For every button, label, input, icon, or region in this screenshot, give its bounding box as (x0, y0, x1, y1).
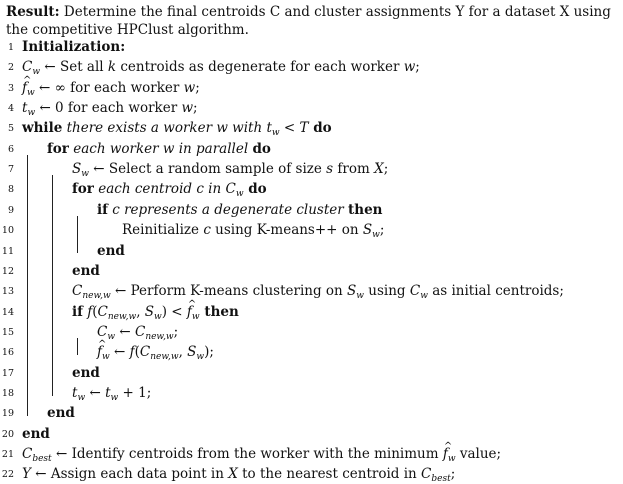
algorithm-result (6, 3, 618, 39)
code-token: w (420, 291, 428, 302)
line-number: 12 (1, 265, 14, 277)
line-code (22, 445, 501, 463)
code-token: f (82, 303, 93, 320)
code-token: C (139, 344, 151, 361)
line-number: 2 (7, 62, 14, 74)
code-token: t (105, 384, 111, 401)
code-token: ← 0 for each worker (35, 100, 182, 117)
line-number: 22 (1, 469, 14, 481)
code-token: best (32, 454, 52, 464)
code-token: each worker w in parallel (68, 140, 253, 157)
code-token: new,w (150, 352, 179, 363)
code-token: S (187, 344, 197, 361)
code-token: from (333, 161, 375, 178)
line-code (22, 119, 332, 137)
result-text: Determine the final centroids C and cluster assignments Y for a dataset X using the competitive HPClust algorithm. (6, 4, 611, 38)
code-token: ← Select a random sample of size (88, 161, 327, 178)
block-bar (77, 216, 78, 254)
line-code (72, 282, 564, 300)
code-token: then (348, 201, 383, 218)
code-token: S (362, 222, 373, 239)
code-token: C (421, 466, 432, 483)
block-bar (77, 338, 78, 355)
code-token: ; (415, 59, 420, 76)
code-token: end (97, 242, 125, 259)
code-token: ; (173, 323, 179, 340)
code-token: ← Identify centroids from the worker with the minimum (51, 446, 443, 462)
code-token: ; (193, 100, 198, 117)
code-token: ^ f (443, 445, 448, 463)
code-token: as initial centroids; (427, 283, 564, 300)
code-token: w (32, 67, 41, 78)
code-token: ← (109, 344, 130, 361)
code-token: w (77, 392, 86, 403)
code-token: do (252, 140, 271, 157)
block-bar (52, 175, 53, 396)
line-number: 20 (1, 428, 14, 440)
code-token: Y (22, 466, 31, 483)
code-token: , (136, 303, 145, 320)
line-number: 9 (7, 204, 14, 216)
line-number: 3 (7, 82, 14, 94)
code-token: best (431, 474, 451, 484)
code-token: k (107, 59, 117, 76)
code-token: ; (450, 466, 456, 483)
code-token: ← (115, 323, 135, 340)
line-code (22, 38, 125, 56)
line-code (22, 58, 420, 76)
code-token: value; (455, 446, 502, 462)
line-code (72, 262, 100, 280)
code-token: ← Assign each data point in (30, 466, 229, 483)
line-code (22, 465, 455, 483)
code-token: X (228, 466, 238, 483)
code-token: ← Set all (40, 59, 108, 76)
line-code (97, 343, 214, 361)
algorithm-line (0, 364, 623, 382)
algorithm-line (0, 303, 623, 321)
code-token: ^ f (187, 303, 192, 321)
code-token: end (72, 262, 100, 279)
line-code (97, 242, 125, 260)
line-number: 1 (7, 42, 14, 53)
code-token: ; (195, 79, 200, 96)
code-token: C (72, 283, 83, 300)
line-number: 16 (1, 347, 14, 359)
code-token: ^ f (97, 343, 102, 361)
algorithm-line (0, 221, 623, 239)
code-token: C (22, 59, 33, 76)
code-token: there exists a worker w with (62, 120, 267, 137)
line-code (97, 201, 383, 219)
code-token: t (266, 120, 272, 137)
code-token: each centroid c in C (93, 181, 236, 198)
line-number: 14 (1, 306, 14, 318)
code-token: w (102, 352, 110, 363)
line-number: 15 (1, 326, 14, 338)
code-token: t (72, 384, 78, 401)
algorithm-line (0, 262, 623, 280)
code-token: then (199, 303, 239, 320)
code-token: S (72, 161, 82, 178)
code-token: T (299, 120, 309, 137)
algorithm-line (0, 140, 623, 158)
code-token: while (22, 120, 63, 137)
code-token: c represents a degenerate cluster (107, 201, 349, 218)
line-code (122, 221, 384, 239)
line-code (72, 364, 100, 382)
line-code (72, 384, 151, 402)
line-code (22, 425, 50, 443)
code-token: < (279, 120, 300, 137)
code-token: if (72, 303, 83, 320)
code-token: to the nearest centroid in (237, 466, 422, 483)
line-code (47, 140, 271, 158)
algorithm-line (0, 384, 623, 402)
code-token: C (409, 283, 421, 300)
algorithm-line (0, 99, 623, 117)
line-number: 5 (7, 123, 14, 135)
code-token: Initialization: (22, 39, 126, 55)
code-token: ^ f (22, 79, 27, 97)
algorithm-line (0, 79, 623, 97)
code-token: w (110, 392, 119, 403)
code-token: do (243, 181, 267, 198)
algorithm-line (0, 160, 623, 178)
code-token: S (144, 303, 155, 320)
line-number: 6 (7, 143, 14, 155)
line-code (72, 180, 267, 198)
algorithm-line (0, 465, 623, 483)
code-token: ← Perform K-means clustering on (110, 283, 348, 300)
code-token: new,w (82, 291, 111, 302)
code-token: ) < (161, 303, 187, 320)
result-label: Result: (6, 4, 60, 20)
code-token: centroids as degenerate for each worker (116, 59, 404, 76)
line-number: 4 (7, 103, 14, 115)
line-number: 11 (1, 245, 14, 257)
code-token: , (178, 344, 188, 361)
code-token: w (271, 128, 280, 139)
code-token: end (72, 364, 100, 381)
code-token: new,w (107, 311, 137, 322)
code-token: using K-means++ on (210, 222, 363, 239)
algorithm-line (0, 425, 623, 443)
line-number: 18 (1, 387, 14, 399)
code-token: X (374, 161, 384, 178)
code-token: w (27, 108, 36, 119)
code-token: for (47, 140, 69, 157)
line-number: 13 (1, 286, 14, 298)
code-token: w (356, 291, 364, 302)
code-token: C (134, 323, 146, 340)
code-token: for (72, 181, 94, 198)
code-token: ( (92, 303, 98, 320)
code-token: if (97, 201, 108, 218)
line-number: 17 (1, 367, 14, 379)
line-number: 7 (7, 164, 14, 176)
algorithm-line (0, 445, 623, 463)
code-token: end (47, 405, 75, 422)
algorithm-line (0, 119, 623, 137)
code-token: w (181, 100, 193, 117)
algorithm-line (0, 58, 623, 76)
code-token: w (447, 454, 456, 464)
code-token: using (363, 283, 410, 300)
algorithm-line (0, 323, 623, 341)
line-number: 21 (1, 449, 14, 460)
line-number: 19 (1, 408, 14, 420)
code-token: end (22, 425, 50, 442)
code-token: C (97, 323, 108, 340)
code-token: w (183, 79, 196, 96)
algorithm-line (0, 201, 623, 219)
code-token: + 1; (118, 384, 152, 401)
code-token: new,w (145, 331, 174, 342)
algorithm-line (0, 343, 623, 361)
code-token: t (22, 100, 28, 117)
code-token: ; (379, 222, 385, 239)
code-token: S (347, 283, 357, 300)
code-token: ( (134, 344, 140, 361)
line-code (22, 79, 200, 97)
code-token: w (27, 87, 35, 98)
code-token: ; (383, 161, 389, 178)
code-token: do (308, 120, 332, 137)
line-code (47, 404, 75, 422)
code-token: w (154, 311, 162, 322)
algorithm-line (0, 404, 623, 422)
algorithm-line (0, 242, 623, 260)
line-code (97, 323, 178, 341)
code-token: w (107, 331, 116, 342)
code-token: Reinitialize (122, 222, 204, 239)
line-code (72, 160, 388, 178)
code-token: ← ∞ for each worker (34, 79, 184, 96)
line-number: 10 (1, 225, 14, 237)
code-token: C (97, 303, 108, 320)
code-token: f (129, 344, 135, 361)
algorithm-line (0, 38, 623, 56)
code-token: ); (204, 344, 214, 361)
code-token: ← (85, 384, 106, 401)
code-token: w (372, 230, 380, 241)
line-code (22, 99, 198, 117)
code-token: w (196, 352, 205, 363)
code-token: C (22, 446, 33, 462)
line-number: 8 (7, 184, 14, 196)
code-token: w (81, 169, 89, 180)
code-token: s (326, 161, 334, 178)
line-code (72, 303, 239, 321)
algorithm-line (0, 180, 623, 198)
code-token: w (191, 311, 200, 322)
block-bar (27, 155, 28, 417)
algorithm-line (0, 282, 623, 300)
code-token: w (403, 59, 416, 76)
code-token: w (235, 189, 244, 200)
code-token: c (203, 222, 211, 239)
